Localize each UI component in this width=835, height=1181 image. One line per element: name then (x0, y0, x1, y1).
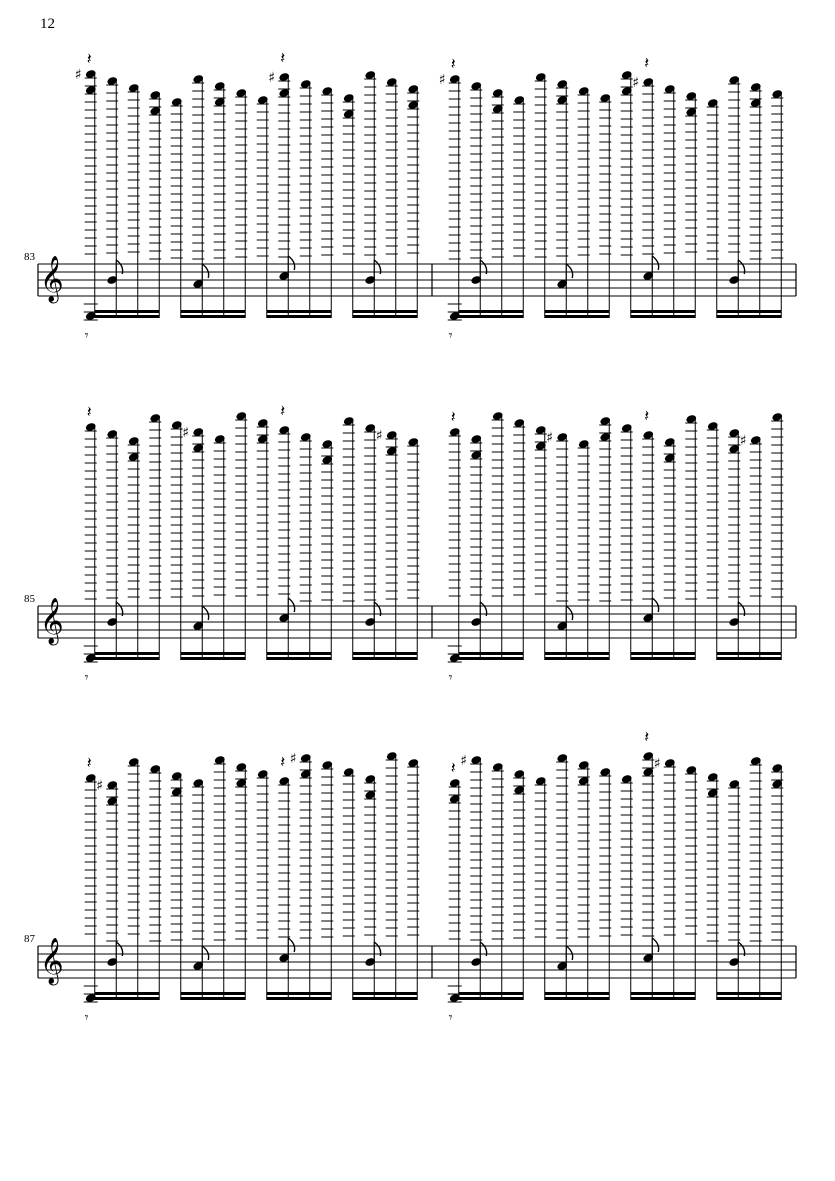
beam (545, 997, 610, 1000)
sharp-icon: ♯ (289, 751, 297, 767)
beam (545, 992, 610, 995)
flag-icon (202, 606, 208, 620)
flag-icon (202, 946, 208, 960)
sharp-icon: ♯ (653, 756, 661, 772)
beam (181, 310, 246, 313)
flag-icon (288, 598, 294, 612)
beam (353, 315, 418, 318)
measure-number: 87 (24, 933, 35, 945)
beam (181, 657, 246, 660)
beam (631, 310, 696, 313)
beam (95, 652, 160, 655)
rest-icon: 𝄽 (86, 402, 92, 421)
beam (717, 652, 782, 655)
beam (181, 992, 246, 995)
flag-icon (566, 946, 572, 960)
rest-icon: 𝄽 (450, 407, 456, 426)
sharp-icon: ♯ (546, 430, 554, 446)
beam (717, 997, 782, 1000)
sharp-icon: ♯ (438, 72, 446, 88)
beam (267, 315, 332, 318)
rest-icon: 𝄾 (84, 670, 89, 686)
beam (631, 992, 696, 995)
beam (353, 997, 418, 1000)
beam (631, 997, 696, 1000)
beam (267, 997, 332, 1000)
beam (353, 310, 418, 313)
beam (631, 657, 696, 660)
page-number: 12 (40, 16, 55, 32)
beam (267, 652, 332, 655)
rest-icon: 𝄾 (448, 670, 453, 686)
flag-icon (566, 606, 572, 620)
beam (267, 310, 332, 313)
beam (459, 315, 524, 318)
flag-icon (566, 264, 572, 278)
sharp-icon: ♯ (460, 753, 468, 769)
treble-clef-icon: 𝄞 (40, 598, 64, 644)
system-3 (24, 727, 796, 1026)
beam (717, 310, 782, 313)
beam (717, 992, 782, 995)
sharp-icon: ♯ (375, 428, 383, 444)
flag-icon (652, 256, 658, 270)
rest-icon: 𝄽 (644, 406, 650, 425)
rest-icon: 𝄽 (644, 53, 650, 72)
beam (545, 652, 610, 655)
beam (545, 315, 610, 318)
system-1 (24, 48, 796, 344)
beam (95, 997, 160, 1000)
beam (353, 657, 418, 660)
rest-icon: 𝄽 (450, 758, 456, 777)
flag-icon (652, 598, 658, 612)
rest-icon: 𝄾 (448, 1010, 453, 1026)
flag-icon (288, 938, 294, 952)
beam (545, 657, 610, 660)
beam (181, 997, 246, 1000)
measure-number: 83 (24, 251, 35, 263)
beam (95, 310, 160, 313)
beam (181, 315, 246, 318)
beam (545, 310, 610, 313)
rest-icon: 𝄽 (86, 49, 92, 68)
rest-icon: 𝄽 (644, 727, 650, 746)
beam (181, 652, 246, 655)
sharp-icon: ♯ (74, 67, 82, 83)
sharp-icon: ♯ (96, 778, 104, 794)
beam (267, 657, 332, 660)
sharp-icon: ♯ (268, 70, 276, 86)
beam (459, 652, 524, 655)
system-2 (24, 401, 796, 686)
beam (631, 315, 696, 318)
rest-icon: 𝄽 (280, 48, 286, 67)
treble-clef-icon: 𝄞 (40, 938, 64, 984)
beam (267, 992, 332, 995)
beam (353, 992, 418, 995)
flag-icon (202, 264, 208, 278)
rest-icon: 𝄽 (280, 752, 286, 771)
beam (459, 992, 524, 995)
flag-icon (652, 938, 658, 952)
treble-clef-icon: 𝄞 (40, 256, 64, 302)
beam (95, 992, 160, 995)
measure-number: 85 (24, 593, 35, 605)
rest-icon: 𝄽 (280, 401, 286, 420)
rest-icon: 𝄽 (86, 753, 92, 772)
flag-icon (288, 256, 294, 270)
sharp-icon: ♯ (632, 75, 640, 91)
beam (459, 657, 524, 660)
beam (631, 652, 696, 655)
beam (717, 657, 782, 660)
beam (459, 310, 524, 313)
sharp-icon: ♯ (739, 433, 747, 449)
rest-icon: 𝄾 (84, 1010, 89, 1026)
rest-icon: 𝄾 (448, 328, 453, 344)
rest-icon: 𝄽 (450, 54, 456, 73)
rest-icon: 𝄾 (84, 328, 89, 344)
beam (717, 315, 782, 318)
beam (95, 315, 160, 318)
beam (353, 652, 418, 655)
beam (95, 657, 160, 660)
beam (459, 997, 524, 1000)
sharp-icon: ♯ (182, 425, 190, 441)
